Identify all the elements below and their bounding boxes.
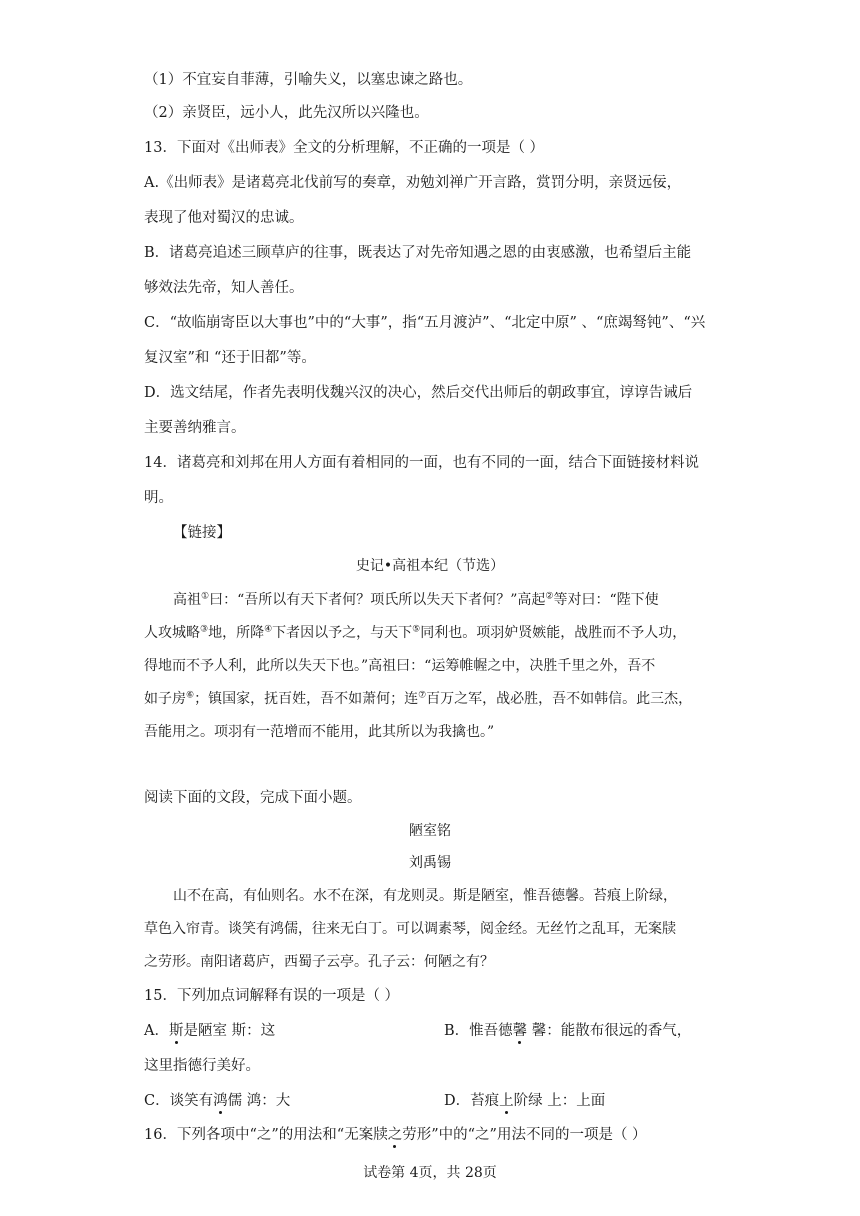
link-label: 【链接】 [173, 525, 231, 541]
option-d: D．选文结尾，作者先表明伐魏兴汉的决心，然后交代出师后的朝政事宜，谆谆告诫后 [144, 385, 693, 401]
question-14-cont: 明。 [144, 490, 173, 506]
option-c: C．谈笑有鸿儒 鸿：大 [144, 1093, 291, 1109]
option-b: B．惟吾德馨 馨：能散布很远的香气， [444, 1023, 692, 1039]
passage-line: 吾能用之。项羽有一范增而不能用，此其所以为我擒也。” [144, 724, 495, 740]
option-a: A．斯是陋室 斯：这 [144, 1023, 276, 1039]
question-16: 16．下列各项中“之”的用法和“无案牍之劳形”中的“之”用法不同的一项是（ ） [144, 1127, 647, 1143]
text-line: （2）亲贤臣，远小人，此先汉所以兴隆也。 [144, 105, 429, 121]
page-footer: 试卷第 4页，共 28页 [363, 1165, 497, 1181]
reading-instruction: 阅读下面的文段，完成下面小题。 [144, 790, 362, 806]
q15-options-row2 [144, 1091, 744, 1111]
passage-line: 高祖①曰：“吾所以有天下者何？项氏所以失天下者何？”高起②等对曰：“陛下使 [173, 591, 659, 608]
link-title: 史记•高祖本纪（节选） [355, 558, 505, 574]
option-c: C．“故临崩寄臣以大事也”中的“大事”，指“五月渡泸”、“北定中原” 、“庶竭驽钝”、“兴 [144, 315, 706, 331]
passage-line: 人攻城略③地，所降④下者因以予之，与天下⑤同利也。项羽妒贤嫉能，战胜而不予人功， [144, 624, 687, 641]
option-d: D．苔痕上阶绿 上：上面 [444, 1093, 606, 1109]
option-d-cont: 主要善纳雅言。 [144, 420, 246, 436]
text-line: （1）不宜妄自菲薄，引喻失义，以塞忠谏之路也。 [144, 72, 473, 88]
passage-line: 得地而不予人利，此所以失天下也。”高祖曰：“运筹帷幄之中，决胜千里之外，吾不 [144, 658, 656, 674]
poem-line: 之劳形。南阳诸葛庐，西蜀子云亭。孔子云：何陋之有？ [144, 954, 494, 970]
question-15: 15．下列加点词解释有误的一项是（ ） [144, 988, 400, 1004]
option-c-cont: 复汉室”和 “还于旧都”等。 [144, 350, 316, 366]
question-13: 13．下面对《出师表》全文的分析理解，不正确的一项是（ ） [144, 140, 545, 156]
option-b: B．诸葛亮追述三顾草庐的往事，既表达了对先帝知遇之恩的由衷感激，也希望后主能 [144, 245, 692, 261]
option-a: A.《出师表》是诸葛亮北伐前写的奏章，劝勉刘禅广开言路，赏罚分明，亲贤远佞， [144, 175, 682, 191]
question-14: 14．诸葛亮和刘邦在用人方面有着相同的一面，也有不同的一面，结合下面链接材料说 [144, 455, 699, 471]
q15-options-row1 [144, 1021, 744, 1041]
passage-line: 如子房⑥；镇国家，抚百姓，吾不如萧何；连⑦百万之军，战必胜，吾不如韩信。此三杰， [144, 690, 693, 707]
option-a-cont: 表现了他对蜀汉的忠诚。 [144, 210, 304, 226]
poem-title: 陋室铭 [409, 823, 451, 839]
poem-author: 刘禹锡 [409, 855, 451, 871]
poem-line: 草色入帘青。谈笑有鸿儒，往来无白丁。可以调素琴，阅金经。无丝竹之乱耳，无案牍 [144, 921, 676, 937]
option-b-cont: 够效法先帝，知人善任。 [144, 280, 304, 296]
option-b-cont: 这里指德行美好。 [144, 1058, 260, 1074]
poem-line: 山不在高，有仙则名。水不在深，有龙则灵。斯是陋室，惟吾德馨。苔痕上阶绿， [173, 888, 677, 904]
